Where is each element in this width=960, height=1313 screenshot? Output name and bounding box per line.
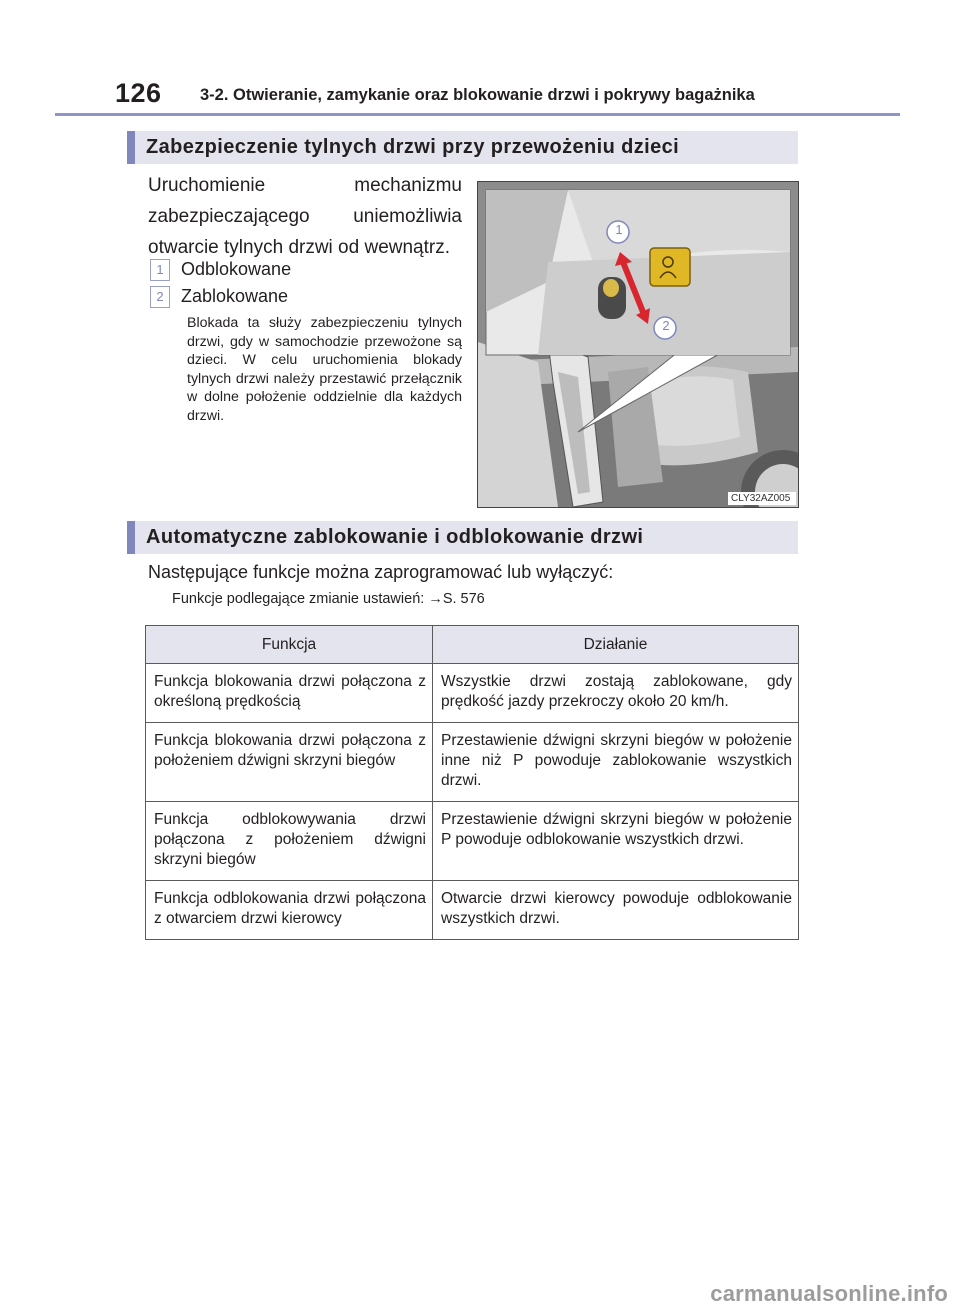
table-cell-function: Funkcja odblokowywania drzwi połączona z położeniem dźwigni skrzyni biegów: [146, 802, 433, 881]
section-accent: [127, 131, 135, 164]
page-number: 126: [115, 78, 162, 108]
column-header-action: Działanie: [433, 626, 799, 664]
table-row: [146, 723, 799, 802]
table-cell-function: Funkcja blokowania drzwi połączona z określoną prędkością: [146, 664, 433, 723]
auto-lock-intro: Następujące funkcje można zaprogramować lub wyłączyć:: [148, 562, 614, 582]
image-code: CLY32AZ005: [731, 493, 791, 504]
item-number: 1: [150, 259, 170, 281]
callout-1: 1: [615, 222, 623, 237]
table-row: [146, 664, 799, 723]
table-cell-action: Wszystkie drzwi zostają zablokowane, gdy prędkość jazdy przekroczy około 20 km/h.: [433, 664, 799, 723]
table-cell-action: Przestawienie dźwigni skrzyni biegów w położenie P powoduje odblokowanie wszystkich drzwi.: [433, 802, 799, 881]
door-illustration: [478, 182, 798, 507]
item-label: Zablokowane: [181, 286, 289, 306]
header-rule: [55, 113, 900, 116]
table-cell-action: Przestawienie dźwigni skrzyni biegów w położenie inne niż P powoduje zablokowanie wszystkich drzwi.: [433, 723, 799, 802]
table-row: [146, 881, 799, 940]
section-accent: [127, 521, 135, 554]
item-label: Odblokowane: [181, 259, 292, 279]
list-item-unlocked: [150, 259, 291, 281]
table-cell-action: Otwarcie drzwi kierowcy powoduje odblokowanie wszystkich drzwi.: [433, 881, 799, 940]
section-heading-auto-lock: [127, 521, 798, 554]
child-lock-illustration: [477, 181, 799, 508]
table-cell-function: Funkcja odblokowania drzwi połączona z otwarciem drzwi kierowcy: [146, 881, 433, 940]
column-header-function: Funkcja: [146, 626, 433, 664]
child-lock-note: Blokada ta służy zabezpieczeniu tylnych drzwi, gdy w samochodzie przewożone są dzieci. W celu uruchomienia blokady tylnych drzwi należy przestawić przełącznik w dolne położenie oddzielnie dla każdych drzwi.: [187, 315, 462, 424]
chapter-title: 3-2. Otwieranie, zamykanie oraz blokowanie drzwi i pokrywy bagażnika: [200, 86, 755, 104]
list-item-locked: [150, 286, 288, 308]
item-number: 2: [150, 286, 170, 308]
footer-watermark[interactable]: carmanualsonline.info: [710, 1281, 948, 1306]
table-header-row: [146, 626, 799, 664]
table-cell-function: Funkcja blokowania drzwi połączona z położeniem dźwigni skrzyni biegów: [146, 723, 433, 802]
section-title: Automatyczne zablokowanie i odblokowanie drzwi: [146, 526, 644, 548]
section-title: Zabezpieczenie tylnych drzwi przy przewożeniu dzieci: [146, 136, 680, 158]
child-lock-description: Uruchomienie mechanizmu zabezpieczającego uniemożliwia otwarcie tylnych drzwi od wewnątrz.: [148, 175, 462, 258]
callout-2: 2: [662, 318, 670, 333]
settings-reference: Funkcje podlegające zmianie ustawień: →S. 576: [172, 591, 485, 607]
section-heading-child-lock: [127, 131, 798, 164]
functions-table: [145, 625, 799, 940]
table-row: [146, 802, 799, 881]
